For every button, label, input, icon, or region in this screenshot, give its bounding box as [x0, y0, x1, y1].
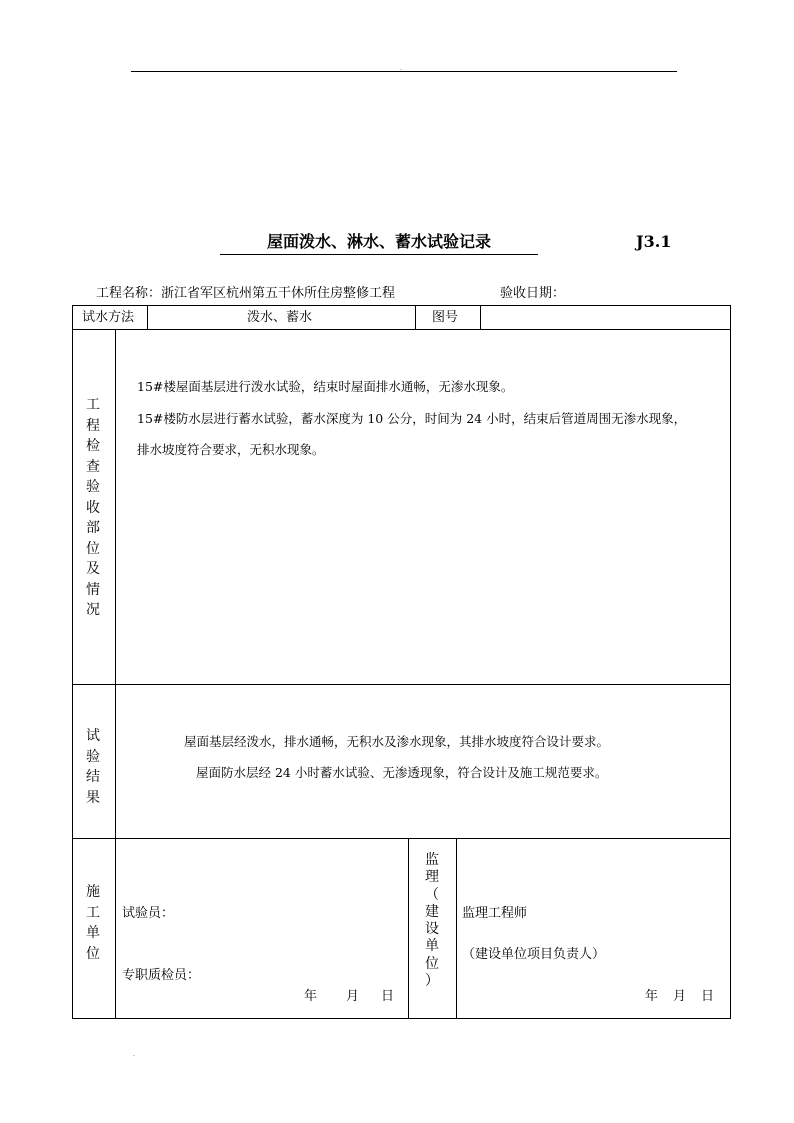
col-divider	[408, 838, 409, 1019]
result-line: 屋面基层经泼水，排水通畅，无积水及渗水现象，其排水坡度符合设计要求。	[184, 734, 610, 749]
label-char: 况	[86, 602, 100, 618]
acceptance-date-label: 验收日期：	[500, 286, 566, 301]
label-char: 位	[425, 955, 439, 972]
label-char: （	[425, 886, 439, 903]
label-char: 工	[86, 397, 100, 413]
supervision-date-month: 月	[673, 989, 687, 1004]
label-char: 监	[425, 852, 439, 868]
col-divider	[147, 305, 148, 329]
method-value: 泼水、蓄水	[247, 310, 313, 325]
inspection-line: 15#楼屋面基层进行泼水试验，结束时屋面排水通畅，无渗水现象。	[137, 379, 514, 394]
label-char: 单	[86, 925, 100, 941]
inspection-line: 15#楼防水层进行蓄水试验，蓄水深度为 10 公分，时间为 24 小时，结束后管道周围无渗水现象，	[137, 411, 687, 426]
tester-label: 试验员：	[122, 906, 175, 921]
project-name: 工程名称：浙江省军区杭州第五干休所住房整修工程	[96, 286, 396, 301]
construction-unit-label	[83, 882, 103, 964]
row-divider	[72, 684, 731, 685]
result-label	[83, 726, 103, 808]
col-divider	[456, 838, 457, 1019]
col-divider	[115, 329, 116, 1019]
label-char: 位	[86, 945, 100, 962]
form-code: J3.1	[636, 232, 672, 251]
label-char: 试	[86, 728, 100, 744]
label-char: 设	[425, 921, 439, 938]
label-char: 情	[86, 581, 100, 598]
label-char: 收	[86, 499, 100, 516]
supervision-date-year: 年	[645, 989, 659, 1004]
label-char: 验	[86, 479, 100, 495]
inspection-line: 排水坡度符合要求，无积水现象。	[137, 442, 325, 457]
inspection-label	[83, 395, 103, 621]
supervision-unit-label	[422, 852, 442, 990]
supervising-engineer-label: 监理工程师	[462, 906, 528, 921]
qc-inspector-label: 专职质检员：	[122, 968, 201, 983]
construction-date-year: 年	[304, 989, 318, 1004]
construction-date-month: 月	[346, 989, 360, 1004]
label-char: 部	[86, 520, 100, 536]
drawing-no-label: 图号	[432, 310, 459, 325]
col-divider	[415, 305, 416, 329]
header-rule	[131, 71, 677, 72]
col-divider	[480, 305, 481, 329]
label-char: 检	[86, 438, 100, 454]
row-divider	[72, 838, 731, 839]
label-char: 程	[86, 417, 100, 434]
label-char: 施	[86, 884, 100, 900]
label-char: 建	[425, 903, 439, 920]
document-title: 屋面泼水、淋水、蓄水试验记录	[220, 232, 538, 255]
label-char: 理	[425, 869, 439, 886]
method-label: 试水方法	[82, 310, 135, 325]
label-char: 结	[86, 769, 100, 785]
owner-representative-label: （建设单位项目负责人）	[462, 947, 606, 962]
label-char: 验	[86, 748, 100, 765]
label-char: 工	[86, 904, 100, 921]
construction-date-day: 日	[381, 989, 395, 1004]
label-char: 查	[86, 458, 100, 475]
label-char: 位	[86, 540, 100, 557]
result-line: 屋面防水层经 24 小时蓄水试验、无渗透现象，符合设计及施工规范要求。	[196, 765, 608, 780]
label-char: 单	[425, 938, 439, 955]
label-char: 及	[86, 561, 100, 577]
label-char: ）	[425, 973, 439, 990]
footer-mark: .	[133, 1051, 135, 1058]
header-mark: .	[400, 65, 402, 72]
supervision-date-day: 日	[701, 989, 715, 1004]
row-divider	[72, 329, 731, 330]
label-char: 果	[86, 789, 100, 806]
